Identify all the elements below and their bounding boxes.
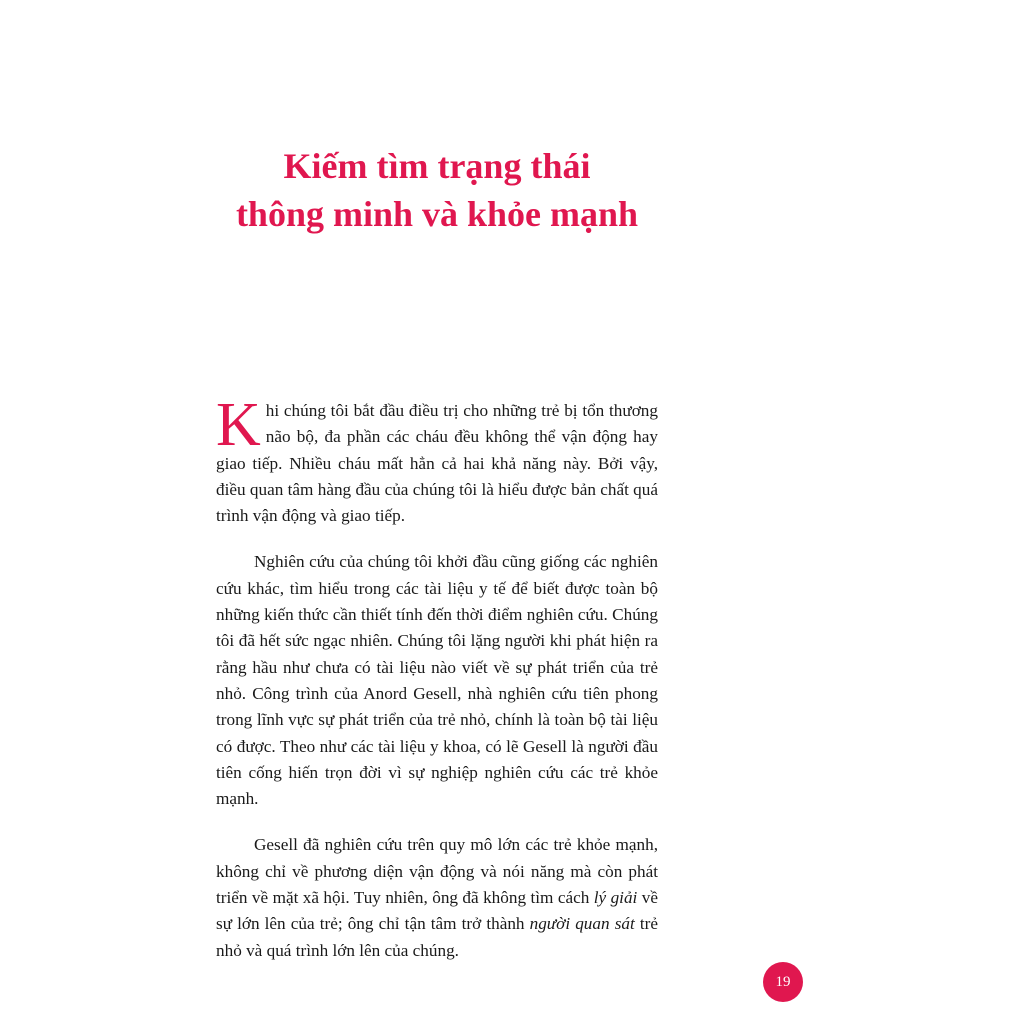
body-text <box>216 391 658 964</box>
paragraph-1 <box>216 391 658 529</box>
paragraph-2 <box>216 549 658 812</box>
paragraph-3-text-part-2: về sự lớn lên của trẻ; ông chỉ tận tâm trở thành <box>216 888 658 934</box>
paragraph-3 <box>216 832 658 963</box>
paragraph-3-text-part-3: trẻ nhỏ và quá trình lớn lên của chúng. <box>216 914 658 960</box>
chapter-title <box>150 142 724 238</box>
page-number-badge: 19 <box>763 962 803 1002</box>
chapter-title-line-2: thông minh và khỏe mạnh <box>235 194 639 234</box>
paragraph-3-italic-2: người quan sát <box>529 914 635 934</box>
paragraph-3-italic-1: lý giải <box>593 888 638 908</box>
paragraph-1-text: hi chúng tôi bắt đầu điều trị cho những trẻ bị tổn thương não bộ, đa phần các cháu đều không thể vận động hay giao tiếp. Nhiều cháu mất hẳn cả hai khả năng này. Bởi vậy, điều quan tâm hàng đầu của chúng tôi là hiểu được bản chất quá trình vận động và giao tiếp. <box>216 401 658 526</box>
drop-cap: K <box>216 391 261 459</box>
paragraph-3-text-part-1: Gesell đã nghiên cứu trên quy mô lớn các trẻ khỏe mạnh, không chỉ về phương diện vận động và nói năng mà còn phát triển về mặt xã hội. Tuy nhiên, ông đã không tìm cách <box>216 835 658 908</box>
paragraph-2-text: Nghiên cứu của chúng tôi khởi đầu cũng giống các nghiên cứu khác, tìm hiểu trong các tài liệu y tế để biết được toàn bộ những kiến thức cần thiết tính đến thời điểm nghiên cứu. Chúng tôi đã hết sức ngạc nhiên. Chúng tôi lặng người khi phát hiện ra rằng hầu như chưa có tài liệu nào viết về sự phát triển của trẻ nhỏ. Công trình của Anord Gesell, nhà nghiên cứu tiên phong trong lĩnh vực sự phát triển của trẻ nhỏ, chính là toàn bộ tài liệu có được. Theo như các tài liệu y khoa, có lẽ Gesell là người đầu tiên cống hiến trọn đời vì sự nghiệp nghiên cứu các trẻ khỏe mạnh. <box>216 552 658 809</box>
chapter-title-line-1: Kiếm tìm trạng thái <box>283 146 591 186</box>
